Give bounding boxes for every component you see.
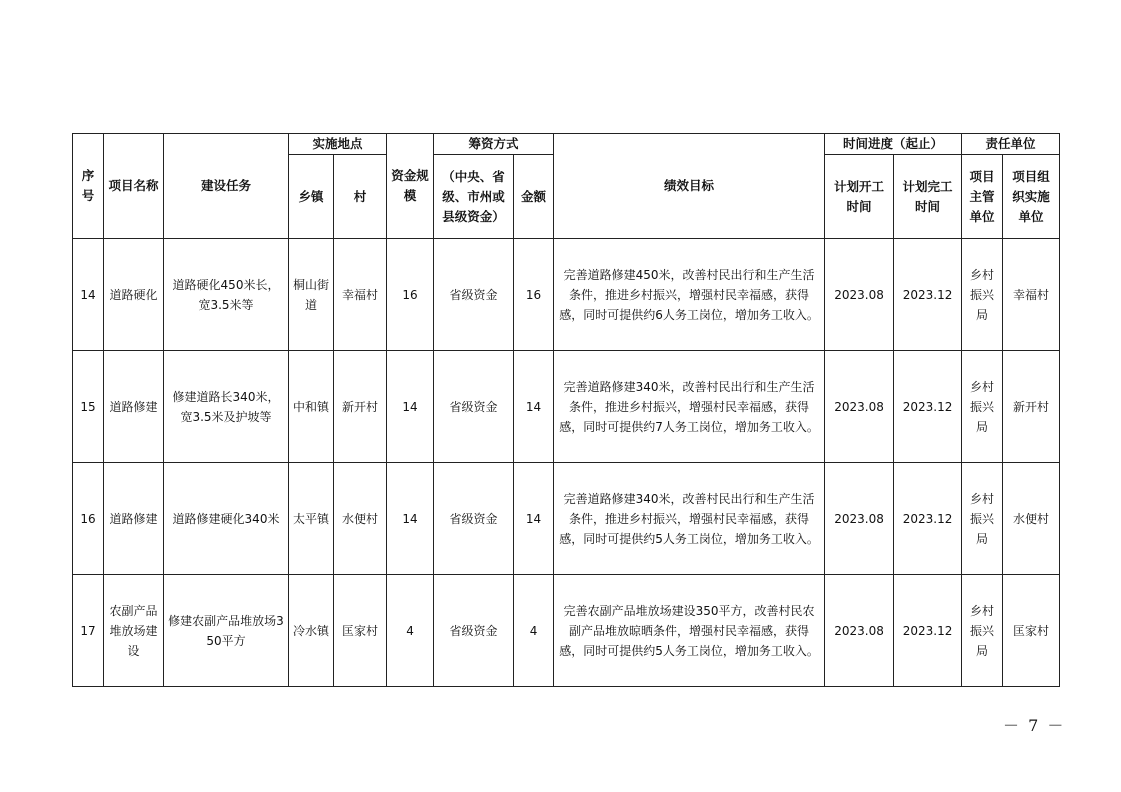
cell-fund-source: 省级资金: [434, 575, 514, 687]
table-row: [73, 239, 1060, 351]
cell-end: 2023.12: [894, 463, 962, 575]
table-row: [73, 463, 1060, 575]
cell-task: 修建农副产品堆放场350平方: [164, 575, 289, 687]
cell-start: 2023.08: [825, 239, 894, 351]
cell-fund-scale: 14: [387, 463, 434, 575]
project-table: [72, 133, 1060, 687]
header-amount: 金额: [514, 155, 554, 239]
cell-org: 幸福村: [1003, 239, 1060, 351]
cell-township: 桐山街道: [289, 239, 334, 351]
table-row: [73, 575, 1060, 687]
cell-village: 匡家村: [334, 575, 387, 687]
cell-fund-source: 省级资金: [434, 463, 514, 575]
cell-org: 水便村: [1003, 463, 1060, 575]
cell-project-name: 农副产品堆放场建设: [104, 575, 164, 687]
cell-village: 水便村: [334, 463, 387, 575]
cell-dept: 乡村振兴局: [962, 351, 1003, 463]
header-funding: 筹资方式: [434, 134, 554, 155]
header-schedule: 时间进度（起止）: [825, 134, 962, 155]
cell-end: 2023.12: [894, 351, 962, 463]
cell-township: 中和镇: [289, 351, 334, 463]
cell-village: 幸福村: [334, 239, 387, 351]
cell-project-name: 道路修建: [104, 351, 164, 463]
cell-fund-source: 省级资金: [434, 351, 514, 463]
header-goal: 绩效目标: [554, 134, 825, 239]
cell-start: 2023.08: [825, 463, 894, 575]
header-project-name: 项目名称: [104, 134, 164, 239]
cell-task: 修建道路长340米，宽3.5米及护坡等: [164, 351, 289, 463]
cell-fund-scale: 16: [387, 239, 434, 351]
header-dept: 项目主管单位: [962, 155, 1003, 239]
cell-village: 新开村: [334, 351, 387, 463]
header-fund-source: （中央、省级、市州或县级资金）: [434, 155, 514, 239]
cell-goal: 完善农副产品堆放场建设350平方，改善村民农副产品堆放晾晒条件，增强村民幸福感，获得感，同时可提供约5人务工岗位，增加务工收入。: [554, 575, 825, 687]
cell-task: 道路修建硬化340米: [164, 463, 289, 575]
cell-township: 冷水镇: [289, 575, 334, 687]
cell-township: 太平镇: [289, 463, 334, 575]
cell-start: 2023.08: [825, 351, 894, 463]
cell-fund-scale: 4: [387, 575, 434, 687]
header-township: 乡镇: [289, 155, 334, 239]
header-org: 项目组织实施单位: [1003, 155, 1060, 239]
header-start: 计划开工时间: [825, 155, 894, 239]
header-location: 实施地点: [289, 134, 387, 155]
header-fund-scale: 资金规模: [387, 134, 434, 239]
cell-start: 2023.08: [825, 575, 894, 687]
cell-amount: 14: [514, 351, 554, 463]
header-responsible: 责任单位: [962, 134, 1060, 155]
header-village: 村: [334, 155, 387, 239]
header-end: 计划完工时间: [894, 155, 962, 239]
cell-serial: 14: [73, 239, 104, 351]
header-task: 建设任务: [164, 134, 289, 239]
cell-dept: 乡村振兴局: [962, 463, 1003, 575]
cell-goal: 完善道路修建450米，改善村民出行和生产生活条件，推进乡村振兴，增强村民幸福感，获得感，同时可提供约6人务工岗位，增加务工收入。: [554, 239, 825, 351]
cell-end: 2023.12: [894, 239, 962, 351]
cell-serial: 15: [73, 351, 104, 463]
cell-task: 道路硬化450米长，宽3.5米等: [164, 239, 289, 351]
cell-amount: 16: [514, 239, 554, 351]
page-number: － 7 －: [1003, 716, 1066, 735]
cell-fund-source: 省级资金: [434, 239, 514, 351]
cell-serial: 17: [73, 575, 104, 687]
cell-goal: 完善道路修建340米，改善村民出行和生产生活条件，推进乡村振兴，增强村民幸福感，获得感，同时可提供约7人务工岗位，增加务工收入。: [554, 351, 825, 463]
cell-dept: 乡村振兴局: [962, 239, 1003, 351]
cell-project-name: 道路修建: [104, 463, 164, 575]
cell-fund-scale: 14: [387, 351, 434, 463]
cell-goal: 完善道路修建340米，改善村民出行和生产生活条件，推进乡村振兴，增强村民幸福感，获得感，同时可提供约5人务工岗位，增加务工收入。: [554, 463, 825, 575]
cell-org: 匡家村: [1003, 575, 1060, 687]
table-row: [73, 351, 1060, 463]
cell-dept: 乡村振兴局: [962, 575, 1003, 687]
cell-serial: 16: [73, 463, 104, 575]
cell-org: 新开村: [1003, 351, 1060, 463]
cell-project-name: 道路硬化: [104, 239, 164, 351]
cell-amount: 4: [514, 575, 554, 687]
cell-amount: 14: [514, 463, 554, 575]
header-serial: 序号: [73, 134, 104, 239]
cell-end: 2023.12: [894, 575, 962, 687]
